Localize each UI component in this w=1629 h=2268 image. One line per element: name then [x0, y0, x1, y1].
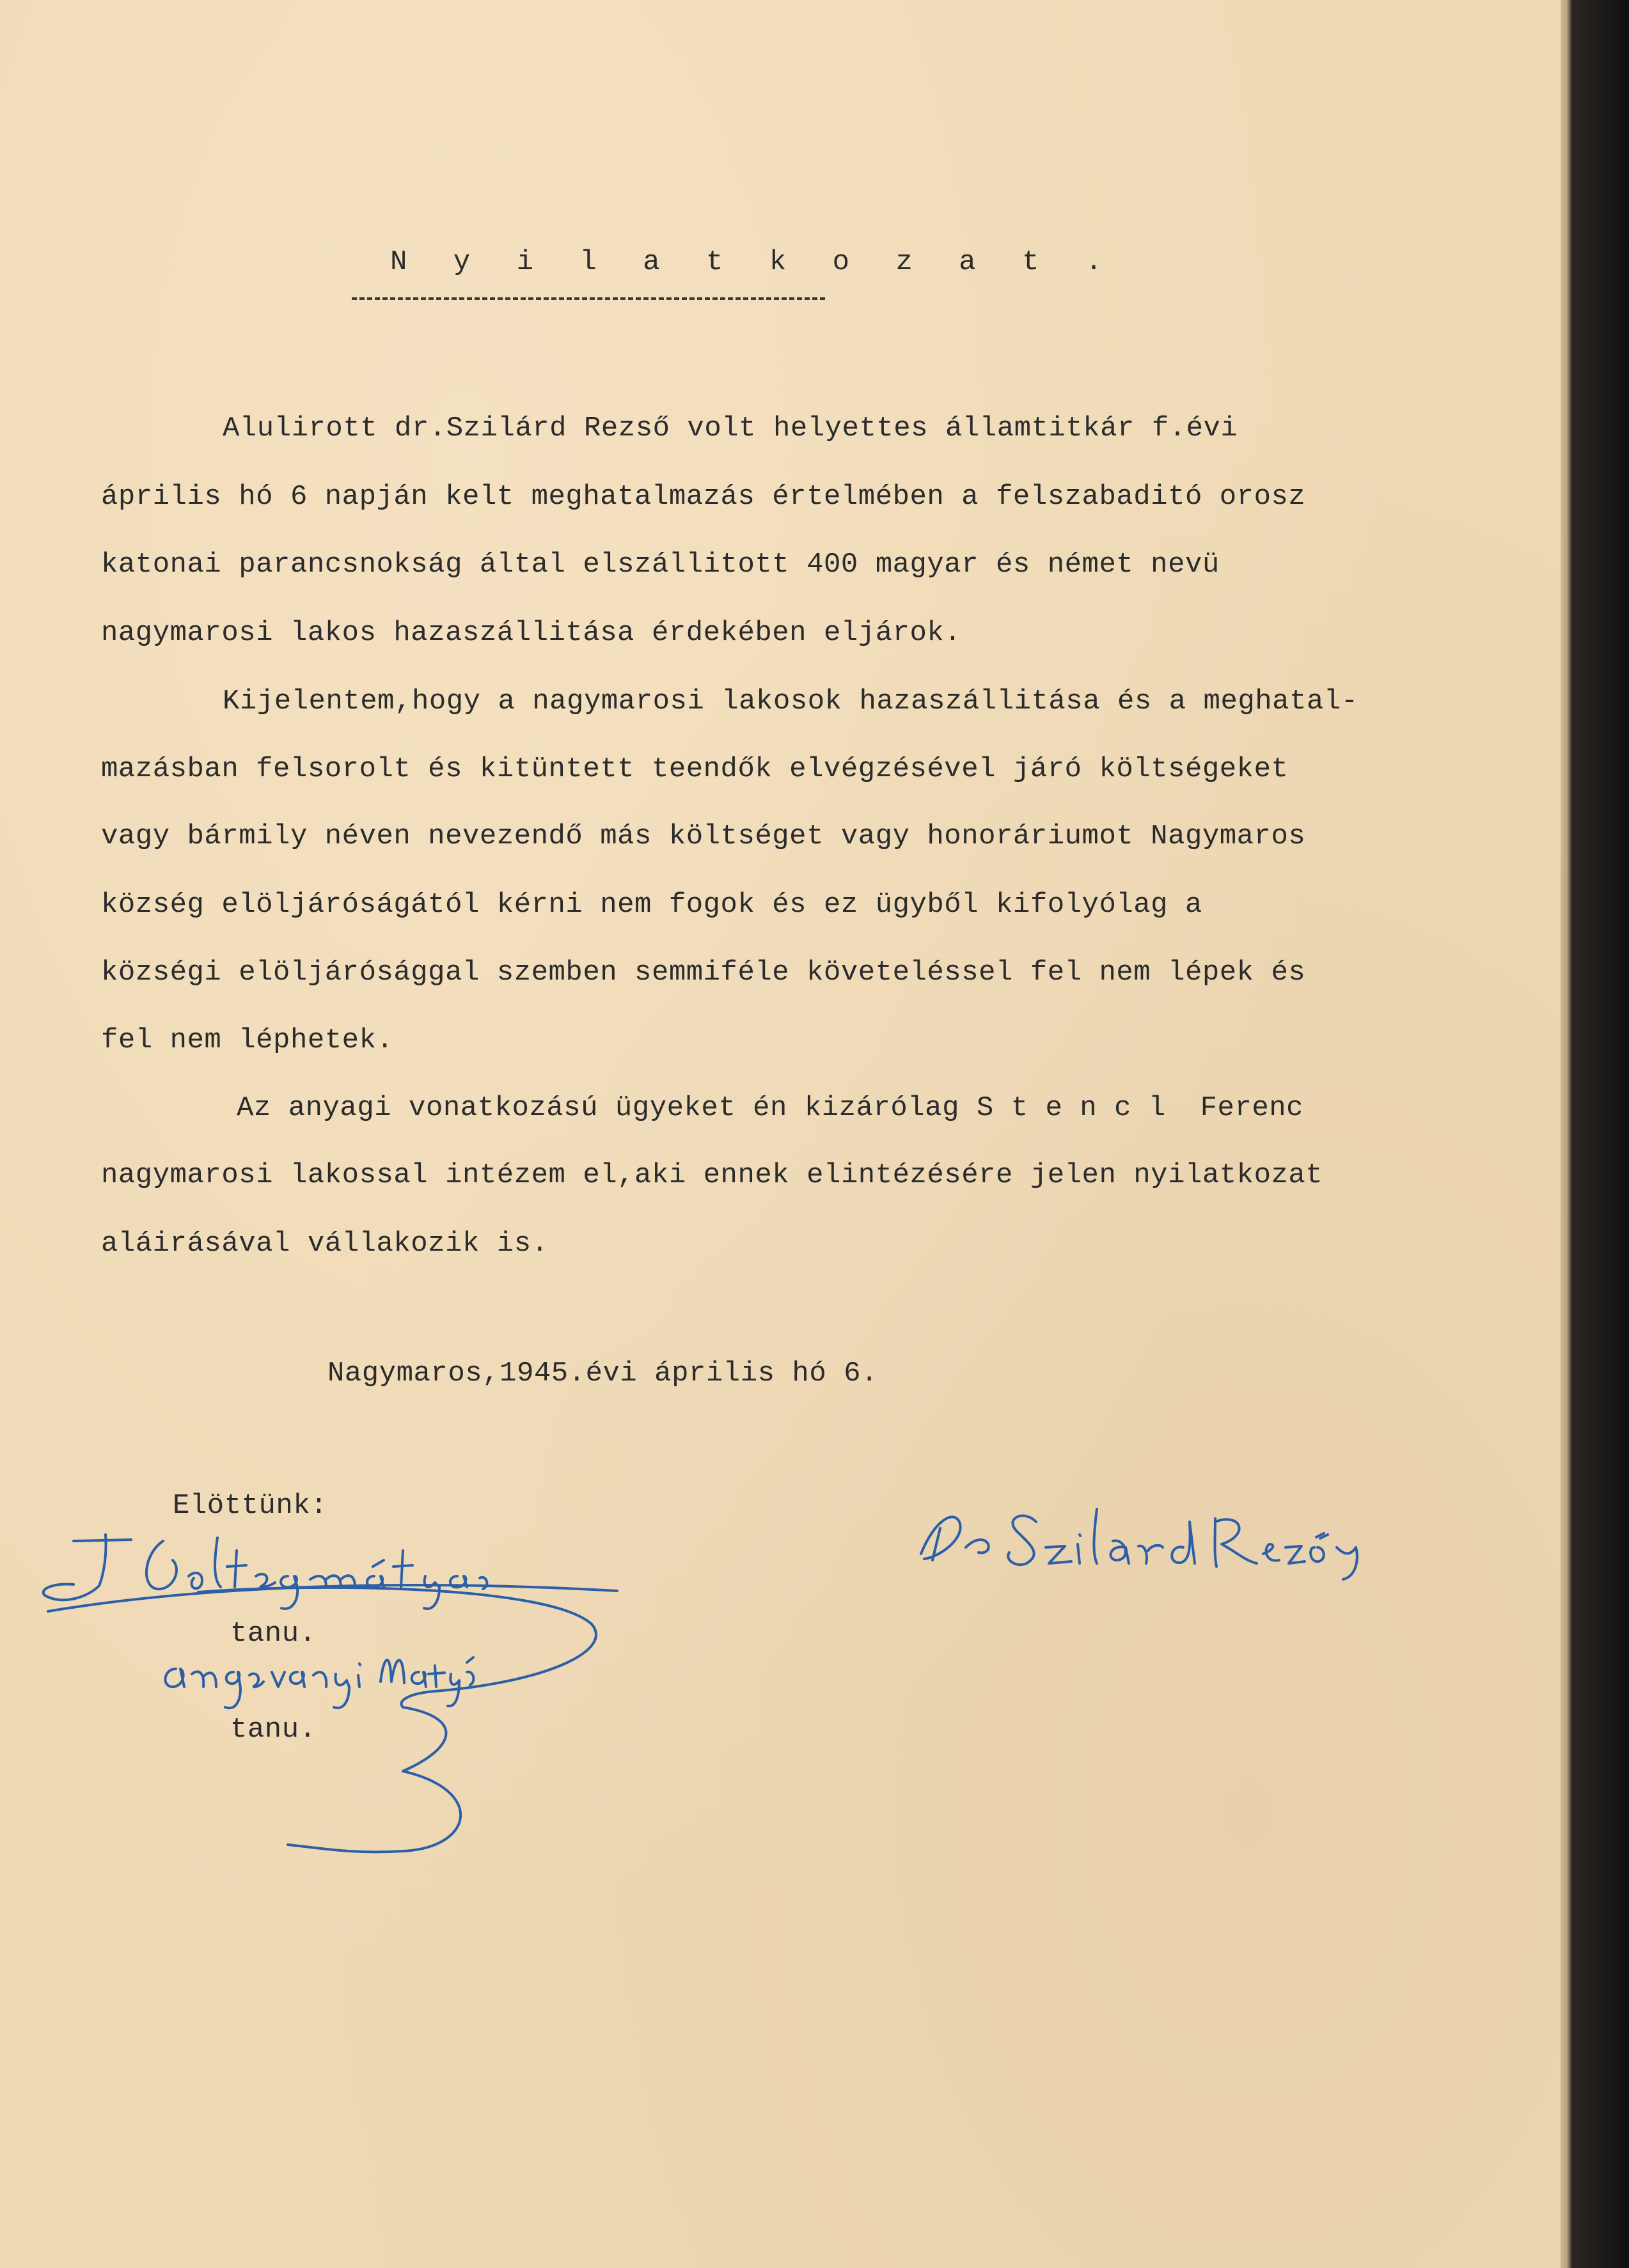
paragraph-2-line-6: fel nem léphetek. [101, 1024, 394, 1056]
paragraph-1-line-3: katonai parancsnokság által elszállitott 400 magyar és német nevü [101, 549, 1220, 581]
paragraph-3-line-3: aláirásával vállakozik is. [101, 1228, 549, 1260]
document-title: N y i l a t k o z a t . [390, 246, 1117, 278]
date-line: Nagymaros,1945.évi április hó 6. [327, 1357, 878, 1389]
paragraph-1-line-4: nagymarosi lakos hazaszállitása érdekében eljárok. [101, 617, 962, 649]
paragraph-2-line-5: községi elöljárósággal szemben semmiféle követeléssel fel nem lépek és [101, 957, 1306, 989]
witness-flourish [192, 1579, 627, 1880]
paragraph-2-line-2: mazásban felsorolt és kitüntett teendők elvégzésével járó költségeket [101, 753, 1289, 785]
paragraph-2-line-4: község elöljáróságától kérni nem fogok és ez ügyből kifolyólag a [101, 889, 1202, 921]
paragraph-3-line-2: nagymarosi lakossal intézem el,aki ennek elintézésére jelen nyilatkozat [101, 1159, 1323, 1191]
paragraph-3-line-1: Az anyagi vonatkozású ügyeket én kizárólag S t e n c l Ferenc [237, 1092, 1304, 1124]
paragraph-1-line-2: április hó 6 napján kelt meghatalmazás értelmében a felszabaditó orosz [101, 481, 1306, 513]
paragraph-1-line-1: Alulirott dr.Szilárd Rezső volt helyettes államtitkár f.évi [223, 412, 1238, 444]
main-signature [915, 1483, 1452, 1586]
scan-edge [1561, 0, 1629, 2268]
paragraph-2-line-3: vagy bármily néven nevezendő más költséget vagy honoráriumot Nagymaros [101, 820, 1306, 852]
title-underline [352, 297, 825, 300]
witness-label-2: tanu. [230, 1714, 317, 1746]
witness-label-1: tanu. [230, 1618, 317, 1650]
witness-heading: Elöttünk: [173, 1490, 328, 1522]
paragraph-2-line-1: Kijelentem,hogy a nagymarosi lakosok hazaszállitása és a meghatal- [223, 685, 1358, 717]
